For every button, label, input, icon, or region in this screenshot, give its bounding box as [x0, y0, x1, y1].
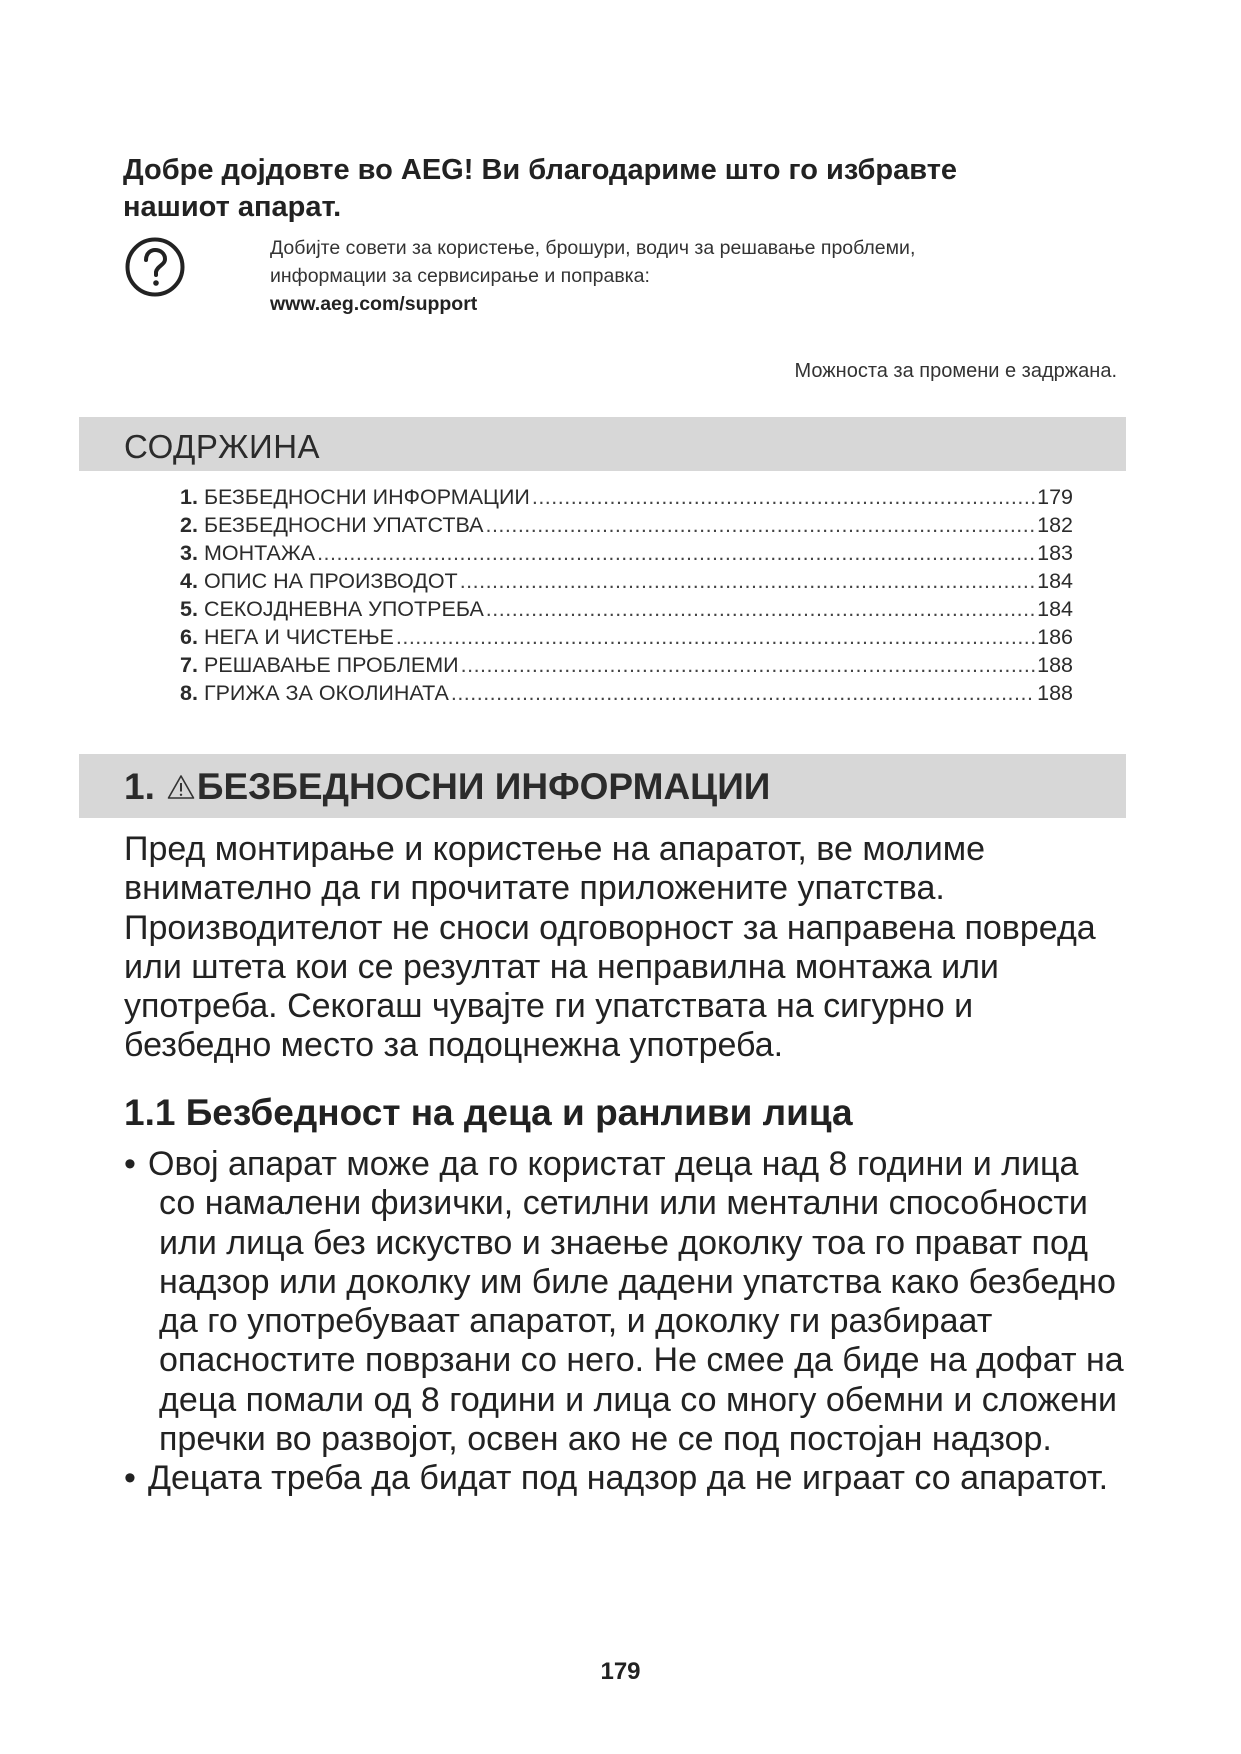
- list-item: [124, 1145, 1124, 1459]
- toc-item-number: 8.: [180, 681, 198, 705]
- toc-header-band: [79, 417, 1126, 471]
- section-1-title: [124, 766, 770, 808]
- section-1-intro: Пред монтирање и користење на апаратот, ве молиме внимателно да ги прочитате приложените упатства. Производителот не сноси одговорност за направена повреда или штета кои се резултат на неправилна монтажа или употреба. Секогаш чувајте ги упатствата на сигурно и безбедно место за подоцнежна употреба.: [124, 830, 1096, 1065]
- toc-item[interactable]: [180, 625, 1073, 653]
- toc-item-number: 7.: [180, 653, 198, 677]
- toc-item-label: РЕШАВАЊЕ ПРОБЛЕМИ: [203, 653, 459, 677]
- toc-item-number: 1.: [180, 485, 198, 509]
- toc-leader-dots: [460, 569, 1035, 594]
- bullet-text: Децата треба да бидат под надзор да не играат со апаратот.: [148, 1459, 1109, 1498]
- toc-item-number: 5.: [180, 597, 198, 621]
- subsection-title: 1.1 Безбедност на деца и ранливи лица: [124, 1092, 853, 1133]
- section-1-number: 1.: [124, 766, 155, 807]
- toc-item-label: БЕЗБЕДНОСНИ ИНФОРМАЦИИ: [203, 485, 530, 509]
- list-item: [124, 1459, 1124, 1498]
- toc-item-label: ОПИС НА ПРОИЗВОДОТ: [203, 569, 458, 593]
- bullet-marker: •: [124, 1459, 136, 1498]
- support-line-2: информации за сервисирање и поправка:: [270, 265, 650, 287]
- toc-item[interactable]: [180, 513, 1073, 541]
- toc-item-page: 186: [1037, 625, 1073, 649]
- bullet-text: Овој апарат може да го користат деца над 8 години и лица со намалени физички, сетилни или ментални способности или лица без искуство и знаење доколку тоа го прават под надзор или доколку им биле дадени упатства како безбедно да го употребуваат апаратот, и доколку ги разбираат опасностите поврзани со него. Не смее да биде на дофат на деца помали од 8 години и лица со многу обемни и сложени пречки во развојот, освен ако не се под постојан надзор.: [148, 1145, 1124, 1459]
- toc-item-number: 4.: [180, 569, 198, 593]
- bullet-marker: •: [124, 1145, 136, 1183]
- toc-item[interactable]: [180, 653, 1073, 681]
- table-of-contents: [180, 485, 1073, 709]
- toc-item-page: 184: [1037, 597, 1073, 621]
- toc-item[interactable]: [180, 485, 1073, 513]
- page-number: 179: [600, 1658, 641, 1685]
- toc-leader-dots: [317, 541, 1035, 566]
- toc-item[interactable]: [180, 597, 1073, 625]
- toc-title: СОДРЖИНА: [124, 428, 321, 465]
- section-1-header-band: [79, 754, 1126, 818]
- warning-triangle-icon: [167, 774, 195, 800]
- toc-item-label: СЕКОЈДНЕВНА УПОТРЕБА: [203, 597, 484, 621]
- toc-leader-dots: [486, 597, 1035, 622]
- support-info: [270, 234, 915, 318]
- toc-item[interactable]: [180, 569, 1073, 597]
- toc-item-label: НЕГА И ЧИСТЕЊЕ: [203, 625, 394, 649]
- toc-item-label: МОНТАЖА: [203, 541, 316, 565]
- toc-item-page: 182: [1037, 513, 1073, 537]
- toc-item[interactable]: [180, 541, 1073, 569]
- toc-item[interactable]: [180, 681, 1073, 709]
- toc-leader-dots: [396, 625, 1035, 650]
- toc-leader-dots: [451, 681, 1035, 706]
- toc-leader-dots: [485, 513, 1035, 538]
- toc-item-page: 183: [1037, 541, 1073, 565]
- toc-item-label: БЕЗБЕДНОСНИ УПАТСТВА: [203, 513, 484, 537]
- toc-item-page: 179: [1037, 485, 1073, 509]
- safety-bullet-list: [124, 1145, 1124, 1499]
- toc-item-page: 188: [1037, 681, 1073, 705]
- welcome-heading: Добре дојдовте во AEG! Ви благодариме што го избравте нашиот апарат.: [123, 154, 958, 223]
- toc-item-page: 188: [1037, 653, 1073, 677]
- toc-item-number: 3.: [180, 541, 198, 565]
- section-1-title-text: БЕЗБЕДНОСНИ ИНФОРМАЦИИ: [196, 766, 771, 807]
- toc-item-page: 184: [1037, 569, 1073, 593]
- toc-item-number: 2.: [180, 513, 198, 537]
- support-url[interactable]: www.aeg.com/support: [270, 293, 478, 315]
- question-circle-icon: [124, 236, 186, 298]
- support-line-1: Добијте совети за користење, брошури, водич за решавање проблеми,: [270, 237, 916, 259]
- toc-item-number: 6.: [180, 625, 198, 649]
- toc-leader-dots: [532, 485, 1035, 510]
- rights-note: Можноста за промени е задржана.: [794, 360, 1117, 382]
- toc-leader-dots: [461, 653, 1035, 678]
- toc-item-label: ГРИЖА ЗА ОКОЛИНАТА: [203, 681, 449, 705]
